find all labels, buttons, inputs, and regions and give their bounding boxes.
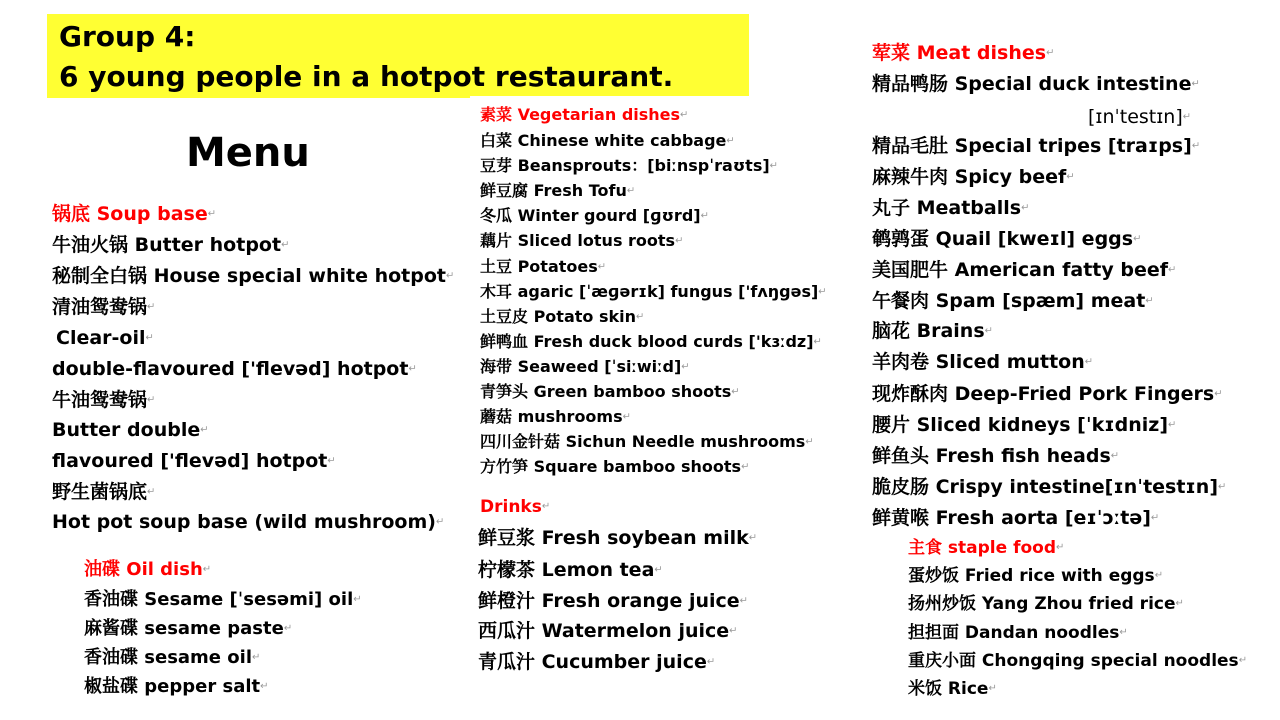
paragraph-mark-icon: ↵: [626, 185, 636, 197]
drinks-heading: Drinks↵: [480, 497, 551, 517]
paragraph-mark-icon: ↵: [818, 286, 827, 298]
paragraph-mark-icon: ↵: [636, 311, 645, 323]
drink-item: 鲜豆浆 Fresh soybean milk↵: [478, 527, 758, 549]
staple-food-heading: 主食 staple food↵: [908, 538, 1065, 558]
staple-item: 米饭 Rice↵: [908, 679, 997, 699]
meat-item: 丸子 Meatballs↵: [872, 197, 1030, 219]
paragraph-mark-icon: ↵: [597, 261, 607, 273]
meat-item: 腰片 Sliced kidneys [ˈkɪdniz]↵: [872, 414, 1177, 436]
paragraph-mark-icon: ↵: [622, 411, 632, 423]
paragraph-mark-icon: ↵: [988, 683, 997, 694]
paragraph-mark-icon: ↵: [680, 109, 689, 121]
paragraph-mark-icon: ↵: [147, 486, 156, 498]
title-banner: [47, 14, 749, 98]
soup-item: Butter double↵: [52, 419, 209, 441]
meat-item: 精品毛肚 Special tripes [traɪps]↵: [872, 135, 1201, 157]
paragraph-mark-icon: ↵: [1119, 627, 1128, 638]
meat-item: 午餐肉 Spam [spæm] meat↵: [872, 290, 1154, 312]
soup-item: 野生菌锅底↵: [52, 481, 156, 503]
paragraph-mark-icon: ↵: [700, 210, 709, 222]
paragraph-mark-icon: ↵: [200, 424, 209, 436]
soup-item: 清油鸳鸯锅↵: [52, 296, 156, 318]
paragraph-mark-icon: ↵: [675, 235, 684, 247]
paragraph-mark-icon: ↵: [1150, 512, 1160, 524]
veg-item: 海带 Seaweed [ˈsiːwiːd]↵: [480, 357, 690, 376]
paragraph-mark-icon: ↵: [654, 564, 663, 576]
paragraph-mark-icon: ↵: [1182, 111, 1192, 123]
paragraph-mark-icon: ↵: [408, 363, 417, 375]
meat-item: 鹌鹑蛋 Quail [kweɪl] eggs↵: [872, 228, 1142, 250]
paragraph-mark-icon: ↵: [706, 656, 716, 668]
soup-item: 牛油火锅 Butter hotpot↵: [52, 234, 290, 256]
paragraph-mark-icon: ↵: [748, 532, 758, 544]
banner-subtitle: 6 young people in a hotpot restaurant.: [59, 60, 674, 93]
paragraph-mark-icon: ↵: [813, 336, 822, 348]
meat-item-phonetic: [ɪnˈtestɪn]↵: [1088, 106, 1192, 128]
veg-item: 冬瓜 Winter gourd [ɡʊrd]↵: [480, 206, 709, 225]
veg-item: 方竹笋 Square bamboo shoots↵: [480, 457, 750, 476]
paragraph-mark-icon: ↵: [739, 595, 749, 607]
paragraph-mark-icon: ↵: [207, 208, 217, 220]
paragraph-mark-icon: ↵: [769, 160, 779, 172]
paragraph-mark-icon: ↵: [145, 332, 154, 344]
meat-item: 脑花 Brains↵: [872, 320, 994, 342]
meat-item: 美国肥牛 American fatty beef↵: [872, 259, 1177, 281]
meat-item: 鲜鱼头 Fresh fish heads↵: [872, 445, 1120, 467]
paragraph-mark-icon: ↵: [1066, 171, 1075, 183]
veg-item: 藕片 Sliced lotus roots↵: [480, 231, 684, 250]
paragraph-mark-icon: ↵: [1191, 78, 1200, 90]
staple-item: 重庆小面 Chongqing special noodles↵: [908, 651, 1248, 671]
paragraph-mark-icon: ↵: [726, 135, 735, 147]
oil-item: 麻酱碟 sesame paste↵: [84, 618, 293, 639]
drink-item: 西瓜汁 Watermelon juice↵: [478, 620, 738, 642]
oil-item: 香油碟 sesame oil↵: [84, 647, 261, 668]
paragraph-mark-icon: ↵: [281, 239, 290, 251]
veg-item: 蘑菇 mushrooms↵: [480, 407, 632, 426]
drink-item: 鲜橙汁 Fresh orange juice↵: [478, 590, 749, 612]
paragraph-mark-icon: ↵: [1133, 233, 1142, 245]
paragraph-mark-icon: ↵: [147, 301, 156, 313]
paragraph-mark-icon: ↵: [1168, 419, 1177, 431]
paragraph-mark-icon: ↵: [252, 652, 261, 663]
vegetarian-heading: 素菜 Vegetarian dishes↵: [480, 105, 689, 124]
meat-item: 鲜黄喉 Fresh aorta [eɪˈɔːtə]↵: [872, 507, 1160, 529]
soup-item: 秘制全白锅 House special white hotpot↵: [52, 265, 455, 287]
veg-item: 土豆 Potatoes↵: [480, 257, 607, 276]
veg-item: 木耳 agaric [ˈæɡərɪk] fungus ['fʌŋgəs]↵: [480, 282, 827, 301]
meat-item: 现炸酥肉 Deep-Fried Pork Fingers↵: [872, 383, 1223, 405]
paragraph-mark-icon: ↵: [541, 501, 551, 512]
paragraph-mark-icon: ↵: [681, 361, 690, 373]
soup-item: 牛油鸳鸯锅↵: [52, 389, 156, 411]
meat-dishes-heading: 荤菜 Meat dishes↵: [872, 42, 1055, 64]
oil-item: 椒盐碟 pepper salt↵: [84, 676, 269, 697]
oil-dish-heading: 油碟 Oil dish↵: [84, 559, 212, 580]
drink-item: 青瓜汁 Cucumber juice↵: [478, 651, 716, 673]
meat-item: 脆皮肠 Crispy intestine[ɪnˈtestɪn]↵: [872, 476, 1227, 498]
veg-item: 白菜 Chinese white cabbage↵: [480, 131, 735, 150]
veg-item: 豆芽 Beansprouts：[biːnspˈraʊts]↵: [480, 156, 779, 175]
paragraph-mark-icon: ↵: [353, 594, 362, 605]
paragraph-mark-icon: ↵: [202, 564, 212, 575]
veg-item: 鲜豆腐 Fresh Tofu↵: [480, 181, 636, 200]
meat-item: 精品鸭肠 Special duck intestine↵: [872, 73, 1200, 95]
paragraph-mark-icon: ↵: [1191, 140, 1201, 152]
paragraph-mark-icon: ↵: [1021, 202, 1030, 214]
paragraph-mark-icon: ↵: [260, 681, 269, 692]
veg-item: 土豆皮 Potato skin↵: [480, 307, 645, 326]
paragraph-mark-icon: ↵: [741, 461, 750, 473]
paragraph-mark-icon: ↵: [731, 386, 740, 398]
paragraph-mark-icon: ↵: [1056, 542, 1065, 553]
oil-item: 香油碟 Sesame [ˈsesəmi] oil↵: [84, 589, 362, 610]
paragraph-mark-icon: ↵: [1110, 450, 1120, 462]
paragraph-mark-icon: ↵: [1238, 655, 1248, 666]
paragraph-mark-icon: ↵: [1046, 47, 1055, 59]
paragraph-mark-icon: ↵: [147, 394, 156, 406]
paragraph-mark-icon: ↵: [729, 625, 738, 637]
paragraph-mark-icon: ↵: [327, 455, 336, 467]
meat-item: 麻辣牛肉 Spicy beef↵: [872, 166, 1075, 188]
paragraph-mark-icon: ↵: [805, 436, 814, 448]
paragraph-mark-icon: ↵: [1145, 295, 1154, 307]
paragraph-mark-icon: ↵: [1218, 481, 1227, 493]
paragraph-mark-icon: ↵: [1175, 598, 1184, 609]
banner-group-label: Group 4:: [59, 20, 196, 53]
veg-item: 青笋头 Green bamboo shoots↵: [480, 382, 740, 401]
soup-item: Clear-oil↵: [56, 327, 154, 349]
veg-item: 鲜鸭血 Fresh duck blood curds ['kɜːdz]↵: [480, 332, 822, 351]
staple-item: 担担面 Dandan noodles↵: [908, 623, 1128, 643]
paragraph-mark-icon: ↵: [1084, 356, 1094, 368]
veg-item: 四川金针菇 Sichun Needle mushrooms↵: [480, 432, 814, 451]
paragraph-mark-icon: ↵: [1214, 388, 1223, 400]
paragraph-mark-icon: ↵: [446, 270, 455, 282]
paragraph-mark-icon: ↵: [984, 325, 994, 337]
soup-item: flavoured ['flevəd] hotpot↵: [52, 450, 336, 472]
menu-title: Menu: [186, 130, 310, 176]
soup-base-heading: 锅底 Soup base↵: [52, 203, 217, 225]
paragraph-mark-icon: ↵: [1168, 264, 1177, 276]
paragraph-mark-icon: ↵: [435, 516, 445, 528]
staple-item: 蛋炒饭 Fried rice with eggs↵: [908, 566, 1164, 586]
drink-item: 柠檬茶 Lemon tea↵: [478, 559, 663, 581]
paragraph-mark-icon: ↵: [1154, 570, 1164, 581]
soup-item: double-flavoured ['flevəd] hotpot↵: [52, 358, 417, 380]
meat-item: 羊肉卷 Sliced mutton↵: [872, 351, 1094, 373]
soup-item: Hot pot soup base (wild mushroom)↵: [52, 511, 445, 533]
paragraph-mark-icon: ↵: [283, 623, 293, 634]
staple-item: 扬州炒饭 Yang Zhou fried rice↵: [908, 594, 1184, 614]
